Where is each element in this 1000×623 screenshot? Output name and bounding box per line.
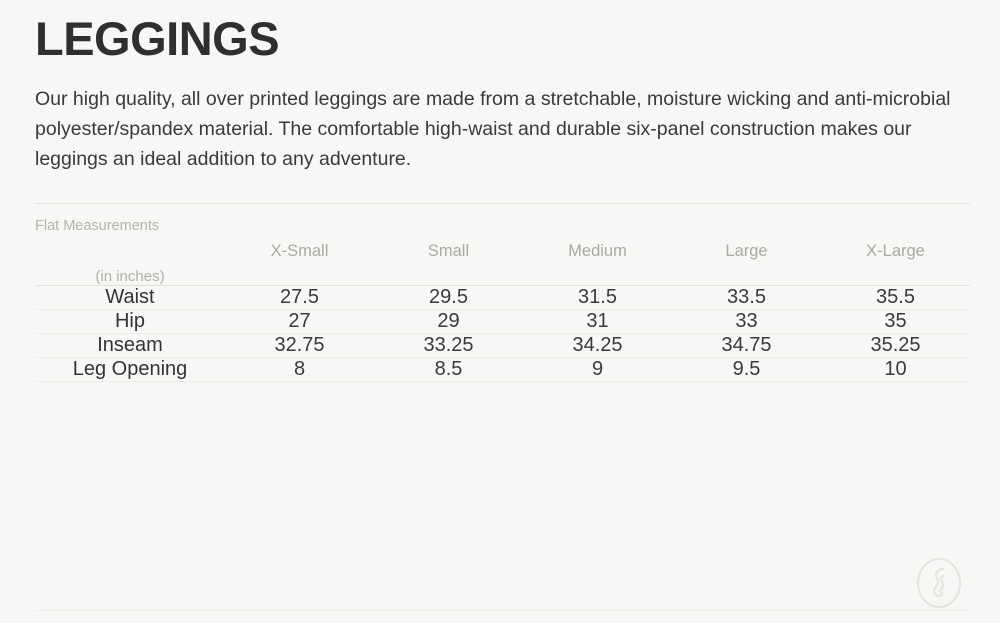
- cell-hip-small: 29: [437, 309, 460, 332]
- cell-waist-x-small: 27.5: [280, 285, 319, 308]
- seahorse-logo-icon: [916, 557, 962, 609]
- column-header-large: Large: [725, 241, 768, 260]
- size-chart-table: [35, 242, 970, 382]
- table-row: [35, 333, 970, 357]
- cell-waist-large: 33.5: [727, 285, 766, 308]
- table-row: [35, 285, 970, 309]
- table-row: [35, 309, 970, 333]
- bottom-divider: [35, 610, 970, 611]
- column-header-x-large: X-Large: [866, 241, 925, 260]
- table-row: [35, 357, 970, 381]
- column-header-medium: Medium: [568, 241, 627, 260]
- cell-hip-large: 33: [735, 309, 758, 332]
- cell-leg-opening-large: 9.5: [732, 357, 761, 380]
- row-label-hip: Hip: [114, 309, 145, 332]
- page-title: LEGGINGS: [35, 12, 280, 65]
- cell-leg-opening-small: 8.5: [434, 357, 463, 380]
- table-header-row: [35, 242, 970, 286]
- product-description: Our high quality, all over printed leggings are made from a stretchable, moisture wicking and anti-microbial polyester/spandex material. The comfortable high-waist and durable six-panel construction makes our leggings an ideal addition to any adventure.: [35, 88, 951, 171]
- cell-inseam-medium: 34.25: [572, 333, 623, 356]
- cell-leg-opening-x-large: 10: [884, 357, 907, 380]
- cell-hip-x-large: 35: [884, 309, 907, 332]
- cell-inseam-small: 33.25: [423, 333, 474, 356]
- cell-waist-medium: 31.5: [578, 285, 617, 308]
- cell-hip-x-small: 27: [288, 309, 311, 332]
- cell-waist-small: 29.5: [429, 285, 468, 308]
- cell-leg-opening-x-small: 8: [293, 357, 306, 380]
- cell-hip-medium: 31: [586, 309, 609, 332]
- unit-label: (in inches): [95, 267, 165, 285]
- cell-inseam-x-large: 35.25: [870, 333, 921, 356]
- column-header-x-small: X-Small: [270, 241, 329, 260]
- cell-inseam-x-small: 32.75: [274, 333, 325, 356]
- row-label-inseam: Inseam: [97, 333, 163, 356]
- cell-inseam-large: 34.75: [721, 333, 772, 356]
- column-header-small: Small: [427, 241, 470, 260]
- cell-waist-x-large: 35.5: [876, 285, 915, 308]
- row-label-leg-opening: Leg Opening: [72, 357, 188, 380]
- size-chart-caption: Flat Measurements: [35, 217, 160, 234]
- row-label-waist: Waist: [105, 285, 155, 308]
- cell-leg-opening-medium: 9: [591, 357, 604, 380]
- size-chart-section: [35, 203, 970, 382]
